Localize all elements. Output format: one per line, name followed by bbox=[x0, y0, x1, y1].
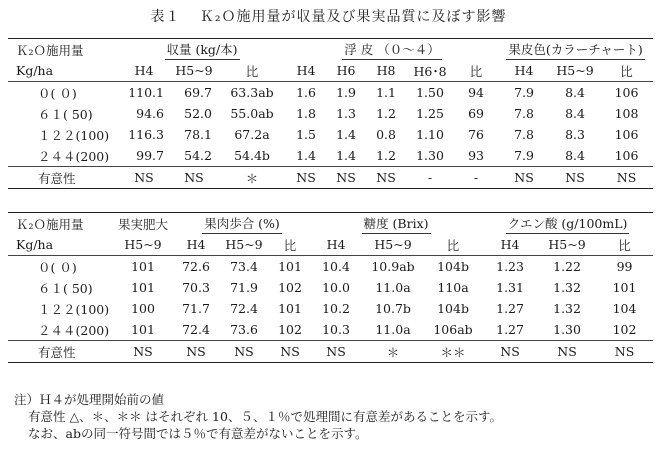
table-cell: 1.27 bbox=[496, 301, 524, 316]
table-cell: 78.1 bbox=[184, 127, 212, 142]
subheader-cell: 比 bbox=[596, 234, 653, 256]
table-cell: 72.6 bbox=[182, 259, 210, 274]
table-cell: 101 bbox=[278, 301, 302, 316]
significance-label: 有意性 bbox=[8, 167, 118, 189]
header-unit: Kg/ha bbox=[8, 234, 112, 256]
table-cell: 106 bbox=[614, 127, 639, 142]
subheader-cell: H4 bbox=[118, 60, 170, 82]
table-cell: 1.6 bbox=[296, 85, 316, 100]
subheader-cell: H5~9 bbox=[112, 234, 174, 256]
table-cell: 52.0 bbox=[184, 106, 212, 121]
table-cell: 1.23 bbox=[496, 259, 524, 274]
significance-cell: NS bbox=[218, 341, 270, 363]
significance-cell: NS bbox=[310, 341, 362, 363]
subheader-cell: H5~9 bbox=[538, 234, 596, 256]
subheader-cell: H4 bbox=[482, 234, 538, 256]
table-cell: 54.2 bbox=[184, 148, 212, 163]
table-cell: 10.3 bbox=[322, 322, 350, 337]
significance-label: 有意性 bbox=[8, 341, 112, 363]
table-cell: 69 bbox=[468, 106, 484, 121]
table-cell: 55.0ab bbox=[230, 106, 274, 121]
table-cell: 10.7b bbox=[375, 301, 411, 316]
significance-cell: NS bbox=[286, 167, 326, 189]
table-row bbox=[8, 298, 653, 319]
significance-cell: - bbox=[454, 167, 498, 189]
table-cell: 1.2 bbox=[376, 106, 396, 121]
subheader-cell: 比 bbox=[218, 60, 286, 82]
table-cell: 8.4 bbox=[565, 106, 585, 121]
subheader-cell: 比 bbox=[270, 234, 310, 256]
significance-cell: NS bbox=[482, 341, 538, 363]
table-title-text: Ｋ₂Ｏ施用量が収量及び果実品質に及ぼす影響 bbox=[199, 9, 507, 25]
table-cell: 94 bbox=[468, 85, 484, 100]
table-cell: 104 bbox=[612, 301, 637, 316]
table-cell: 110.1 bbox=[128, 85, 164, 100]
row-label: １２２(100) bbox=[38, 127, 110, 143]
header-fruit-growth: 果実肥大 bbox=[117, 216, 168, 232]
table-cell: 11.0a bbox=[375, 280, 411, 295]
table-k2o-yield-quality bbox=[8, 38, 653, 189]
table-row bbox=[8, 103, 653, 124]
table-cell: 70.3 bbox=[182, 280, 210, 295]
row-label: ６１( 50) bbox=[38, 280, 93, 296]
table-cell: 71.9 bbox=[230, 280, 258, 295]
table-cell: 8.4 bbox=[565, 148, 585, 163]
subheader-cell: H5~9 bbox=[550, 60, 600, 82]
table-cell: 1.30 bbox=[553, 322, 581, 337]
table-cell: 1.5 bbox=[296, 127, 316, 142]
table-row bbox=[8, 124, 653, 145]
table-row bbox=[8, 82, 653, 104]
table-cell: 94.6 bbox=[136, 106, 164, 121]
table-cell: 102 bbox=[278, 322, 302, 337]
significance-cell: NS bbox=[118, 167, 170, 189]
table-cell: 1.31 bbox=[496, 280, 524, 295]
table-cell: 1.30 bbox=[416, 148, 444, 163]
subheader-cell: 比 bbox=[600, 60, 653, 82]
subheader-cell: H6 bbox=[326, 60, 366, 82]
table-cell: 72.4 bbox=[230, 301, 258, 316]
significance-cell: NS bbox=[596, 341, 653, 363]
table-cell: 67.2a bbox=[234, 127, 270, 142]
table-cell: 69.7 bbox=[184, 85, 212, 100]
table-cell: 110a bbox=[437, 280, 469, 295]
table-cell: 102 bbox=[612, 322, 637, 337]
subheader-row bbox=[8, 60, 653, 82]
subheader-cell: H8 bbox=[366, 60, 406, 82]
table-cell: 116.3 bbox=[128, 127, 164, 142]
table-cell: 1.1 bbox=[376, 85, 396, 100]
significance-cell: NS bbox=[550, 167, 600, 189]
table-cell: 1.4 bbox=[336, 148, 356, 163]
table-cell: 1.4 bbox=[336, 127, 356, 142]
significance-cell: - bbox=[406, 167, 454, 189]
table-cell: 106 bbox=[614, 85, 639, 100]
subheader-cell: H4 bbox=[174, 234, 218, 256]
table-title bbox=[0, 6, 657, 26]
significance-cell: NS bbox=[170, 167, 218, 189]
significance-cell: ＊＊ bbox=[424, 341, 482, 363]
table-cell: 11.0a bbox=[375, 322, 411, 337]
header-unit: Kg/ha bbox=[8, 60, 118, 82]
subheader-cell: H5~9 bbox=[170, 60, 218, 82]
table-cell: 73.4 bbox=[230, 259, 258, 274]
table-cell: 8.4 bbox=[565, 85, 585, 100]
row-label: ０( ０) bbox=[38, 85, 77, 101]
table-cell: 1.8 bbox=[296, 106, 316, 121]
subheader-cell: 比 bbox=[454, 60, 498, 82]
table-cell: 101 bbox=[131, 259, 155, 274]
subheader-cell: H5~9 bbox=[362, 234, 424, 256]
header-puffing: 浮 皮 （０〜４） bbox=[286, 39, 498, 61]
significance-cell: NS bbox=[326, 167, 366, 189]
table-cell: 101 bbox=[131, 322, 155, 337]
table-cell: 1.3 bbox=[336, 106, 356, 121]
table-cell: 10.9ab bbox=[371, 259, 415, 274]
table-cell: 1.32 bbox=[553, 280, 581, 295]
header-row bbox=[8, 213, 653, 235]
significance-cell: NS bbox=[538, 341, 596, 363]
table-cell: 10.0 bbox=[322, 280, 350, 295]
significance-cell: NS bbox=[498, 167, 550, 189]
row-label: ０( ０) bbox=[38, 259, 77, 275]
table-cell: 73.6 bbox=[230, 322, 258, 337]
significance-cell: NS bbox=[366, 167, 406, 189]
significance-cell: NS bbox=[112, 341, 174, 363]
table-cell: 7.8 bbox=[514, 127, 534, 142]
subheader-cell: H5~9 bbox=[218, 234, 270, 256]
header-row bbox=[8, 39, 653, 61]
header-peel-color: 果皮色(カラーチャート) bbox=[498, 39, 653, 61]
table-row bbox=[8, 319, 653, 341]
table-cell: 10.2 bbox=[322, 301, 350, 316]
table-cell: 102 bbox=[278, 280, 302, 295]
table-cell: 1.2 bbox=[376, 148, 396, 163]
table-row bbox=[8, 256, 653, 278]
header-k2o: Ｋ₂Ｏ施用量 bbox=[16, 42, 84, 58]
subheader-row bbox=[8, 234, 653, 256]
significance-row bbox=[8, 167, 653, 189]
subheader-cell: H4 bbox=[286, 60, 326, 82]
table-cell: 1.50 bbox=[416, 85, 444, 100]
table-cell: 1.10 bbox=[416, 127, 444, 142]
table-row bbox=[8, 277, 653, 298]
significance-cell: NS bbox=[270, 341, 310, 363]
footnote-line: 有意性 △、＊、＊＊ はそれぞれ 10、５、１％で処理間に有意差があることを示す。 bbox=[28, 409, 502, 424]
significance-cell: NS bbox=[174, 341, 218, 363]
table-cell: 101 bbox=[612, 280, 637, 295]
table-cell: 99 bbox=[616, 259, 633, 274]
table-cell: 104b bbox=[437, 259, 469, 274]
table-cell: 1.25 bbox=[416, 106, 444, 121]
footnote-line: なお、abの同一符号間では５％で有意差がないことを示す。 bbox=[28, 426, 368, 441]
table-cell: 71.7 bbox=[182, 301, 210, 316]
table-row bbox=[8, 145, 653, 167]
table-cell: 1.27 bbox=[496, 322, 524, 337]
subheader-cell: H6･8 bbox=[406, 60, 454, 82]
subheader-cell: H4 bbox=[310, 234, 362, 256]
table-cell: 1.4 bbox=[296, 148, 316, 163]
subheader-cell: H4 bbox=[498, 60, 550, 82]
row-label: ２４４(200) bbox=[38, 148, 110, 164]
significance-cell: ＊ bbox=[362, 341, 424, 363]
footnote-line: 注）Ｈ４が処理開始前の値 bbox=[14, 392, 165, 407]
table-cell: 1.32 bbox=[553, 301, 581, 316]
table-cell: 72.4 bbox=[182, 322, 210, 337]
row-label: ２４４(200) bbox=[38, 322, 110, 338]
header-flesh-ratio: 果肉歩合 (%) bbox=[174, 213, 310, 235]
table-cell: 93 bbox=[468, 148, 484, 163]
table-number: 表１ bbox=[150, 9, 181, 25]
table-cell: 99.7 bbox=[136, 148, 164, 163]
significance-row bbox=[8, 341, 653, 363]
header-k2o: Ｋ₂Ｏ施用量 bbox=[16, 216, 84, 232]
table-cell: 8.3 bbox=[565, 127, 585, 142]
table-cell: 108 bbox=[614, 106, 639, 121]
table-cell: 100 bbox=[131, 301, 155, 316]
table-cell: 0.8 bbox=[376, 127, 396, 142]
table-cell: 76 bbox=[468, 127, 484, 142]
row-label: ６１( 50) bbox=[38, 106, 93, 122]
table-cell: 1.22 bbox=[553, 259, 581, 274]
significance-cell: NS bbox=[600, 167, 653, 189]
significance-cell: ＊ bbox=[218, 167, 286, 189]
table-cell: 1.9 bbox=[336, 85, 356, 100]
table-cell: 101 bbox=[131, 280, 155, 295]
row-label: １２２(100) bbox=[38, 301, 110, 317]
table-cell: 106 bbox=[614, 148, 639, 163]
header-citric-acid: クエン酸 (g/100mL) bbox=[482, 213, 653, 235]
header-yield: 収量 (kg/本) bbox=[118, 39, 286, 61]
table-cell: 7.9 bbox=[514, 148, 534, 163]
table-cell: 101 bbox=[278, 259, 302, 274]
table-cell: 7.8 bbox=[514, 106, 534, 121]
subheader-cell: 比 bbox=[424, 234, 482, 256]
table-cell: 63.3ab bbox=[230, 85, 274, 100]
footnotes bbox=[14, 391, 502, 442]
table-cell: 106ab bbox=[433, 322, 473, 337]
table-cell: 10.4 bbox=[322, 259, 350, 274]
table-k2o-fruit-quality bbox=[8, 212, 653, 363]
table-cell: 104b bbox=[437, 301, 469, 316]
table-cell: 54.4b bbox=[234, 148, 270, 163]
table-cell: 7.9 bbox=[514, 85, 534, 100]
header-sugar: 糖度 (Brix) bbox=[310, 213, 482, 235]
